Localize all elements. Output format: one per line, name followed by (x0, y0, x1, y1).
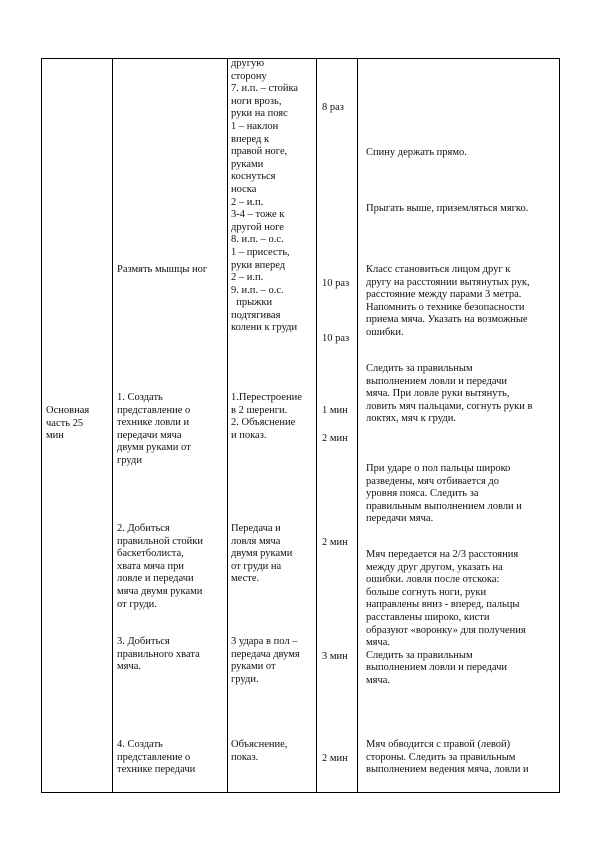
task-line: Размять мышцы ног (117, 264, 208, 275)
content-line: правой ноге, (231, 146, 288, 158)
note-line: ошибки. ловля после отскока: (366, 574, 500, 586)
task-text (117, 264, 207, 277)
task-line: двумя руками от (117, 442, 191, 454)
dosage-value: 8 раз (322, 102, 344, 113)
content-line: груди. (231, 673, 259, 685)
note-line: направлены вниз - вперед, пальцы (366, 599, 520, 611)
task-line: технике ловли и (117, 417, 190, 429)
content-text (231, 739, 287, 764)
note-line: между друг другом, указать на (366, 561, 503, 573)
content-line: 2 – и.п. (231, 272, 264, 284)
dosage-value: 10 раз (322, 278, 350, 289)
task-line: 2. Добиться (117, 523, 170, 534)
task-line: правильного хвата (117, 648, 200, 660)
section-line: мин (46, 430, 64, 442)
note-line: выполнением ловли и передачи (366, 375, 508, 387)
content-text (231, 523, 292, 586)
content-line: показ. (231, 751, 259, 763)
note-line: При ударе о пол пальцы широко (366, 463, 511, 474)
content-text (231, 392, 302, 442)
note-line: Следить за правильным (366, 649, 473, 661)
content-line: прыжки (231, 297, 273, 309)
content-line: руками (231, 158, 264, 170)
note-line: расстояние между парами 3 метра. (366, 289, 522, 301)
content-line: Объяснение, (231, 739, 288, 750)
dosage-value: 2 мин (322, 753, 348, 764)
content-line: передача двумя (231, 648, 300, 660)
dosage-value: 10 раз (322, 333, 350, 344)
content-line: сторону (231, 70, 267, 82)
task-line: 4. Создать (117, 739, 163, 750)
note-text (366, 739, 529, 777)
note-line: Прыгать выше, приземляться мягко. (366, 203, 529, 214)
content-line: подтягивая (231, 309, 281, 321)
content-line: 7. и.п. – стойка (231, 83, 299, 95)
note-line: другу на расстоянии вытянутых рук, (366, 276, 530, 288)
note-line: мяча. При ловле руки вытянуть, (366, 388, 510, 400)
column-divider (316, 59, 317, 792)
content-line: 2 – и.п. (231, 196, 264, 208)
dosage-value: 2 мин (322, 537, 348, 548)
task-line: баскетболиста, (117, 548, 184, 560)
column-divider (357, 59, 358, 792)
note-line: расставлены широко, кисти (366, 611, 490, 623)
task-line: передачи мяча (117, 429, 182, 441)
task-line: правильной стойки (117, 535, 203, 547)
note-line: разведены, мяч отбивается до (366, 475, 500, 487)
content-line: 1.Перестроение (231, 392, 302, 403)
content-line: 1 – присесть, (231, 246, 290, 258)
content-line: Передача и (231, 523, 281, 534)
task-line: ловле и передачи (117, 573, 194, 585)
task-line: мяча. (117, 661, 142, 673)
content-line: 1 – наклон (231, 120, 279, 132)
content-line: в 2 шеренги. (231, 404, 288, 416)
note-line: ошибки. (366, 326, 404, 338)
content-line: ловля мяча (231, 535, 281, 547)
task-line: хвата мяча при (117, 560, 184, 572)
content-line: и показ. (231, 429, 267, 441)
note-text (366, 363, 532, 426)
note-text (366, 264, 530, 340)
note-line: стороны. Следить за правильным (366, 751, 516, 763)
task-line: технике передачи (117, 764, 196, 776)
dosage-value: 1 мин (322, 405, 348, 416)
content-line: руками от (231, 661, 276, 673)
section-line: часть 25 (46, 417, 84, 429)
content-line: вперед к (231, 133, 270, 145)
note-text (366, 463, 522, 526)
task-line: от груди. (117, 598, 157, 610)
content-line: 2. Объяснение (231, 417, 296, 429)
note-line: передачи мяча. (366, 513, 434, 525)
note-text (366, 147, 467, 160)
note-line: больше согнуть ноги, руки (366, 586, 487, 598)
note-line: приема мяча. Указать на возможные (366, 314, 528, 326)
note-line: правильным выполнением ловли и (366, 500, 522, 512)
note-line: выполнением ловли и передачи (366, 662, 508, 674)
note-line: Напомнить о технике безопасности (366, 301, 525, 313)
content-line: от груди на (231, 560, 282, 572)
task-text (117, 739, 195, 777)
content-line: другой ноге (231, 221, 284, 233)
column-divider (112, 59, 113, 792)
content-line: двумя руками (231, 548, 293, 560)
content-line: руки на пояс (231, 108, 288, 120)
note-line: Мяч обводится с правой (левой) (366, 739, 511, 750)
task-line: представление о (117, 404, 191, 416)
note-line: Спину держать прямо. (366, 147, 467, 158)
note-line: образуют «воронку» для получения (366, 624, 526, 636)
note-line: Мяч передается на 2/3 расстояния (366, 549, 519, 560)
note-line: мяча. (366, 637, 391, 649)
task-line: груди (117, 454, 142, 466)
column-divider (227, 59, 228, 792)
content-line: ноги врозь, (231, 95, 282, 107)
note-line: локтях, мяч к груди. (366, 413, 456, 425)
note-line: уровня пояса. Следить за (366, 488, 479, 500)
content-line: коснуться (231, 171, 276, 183)
task-text (117, 636, 200, 674)
content-line: месте. (231, 573, 260, 585)
task-line: мяча двумя руками (117, 585, 203, 597)
content-text (231, 636, 300, 686)
task-text (117, 392, 191, 468)
task-line: 3. Добиться (117, 636, 170, 647)
content-line: другую (231, 58, 265, 69)
task-line: 1. Создать (117, 392, 163, 403)
dosage-value: 3 мин (322, 651, 348, 662)
note-text (366, 549, 526, 688)
note-line: Следить за правильным (366, 363, 473, 374)
note-line: ловить мяч пальцами, согнуть руки в (366, 400, 533, 412)
section-line: Основная (46, 405, 90, 416)
task-text (117, 523, 203, 611)
note-line: мяча. (366, 674, 391, 686)
content-line: 8. и.п. – о.с. (231, 234, 284, 246)
content-line: 9. и.п. – о.с. (231, 284, 284, 296)
content-line: руки вперед (231, 259, 286, 271)
content-line: 3-4 – тоже к (231, 209, 285, 221)
note-text (366, 203, 528, 216)
content-line: 3 удара в пол – (231, 636, 298, 647)
content-text (231, 58, 298, 335)
dosage-value: 2 мин (322, 433, 348, 444)
note-line: Класс становиться лицом друг к (366, 264, 511, 275)
content-line: колени к груди (231, 322, 298, 334)
section-label (46, 405, 89, 443)
note-line: выполнением ведения мяча, ловли и (366, 764, 529, 776)
task-line: представление о (117, 751, 191, 763)
content-line: носка (231, 183, 257, 195)
